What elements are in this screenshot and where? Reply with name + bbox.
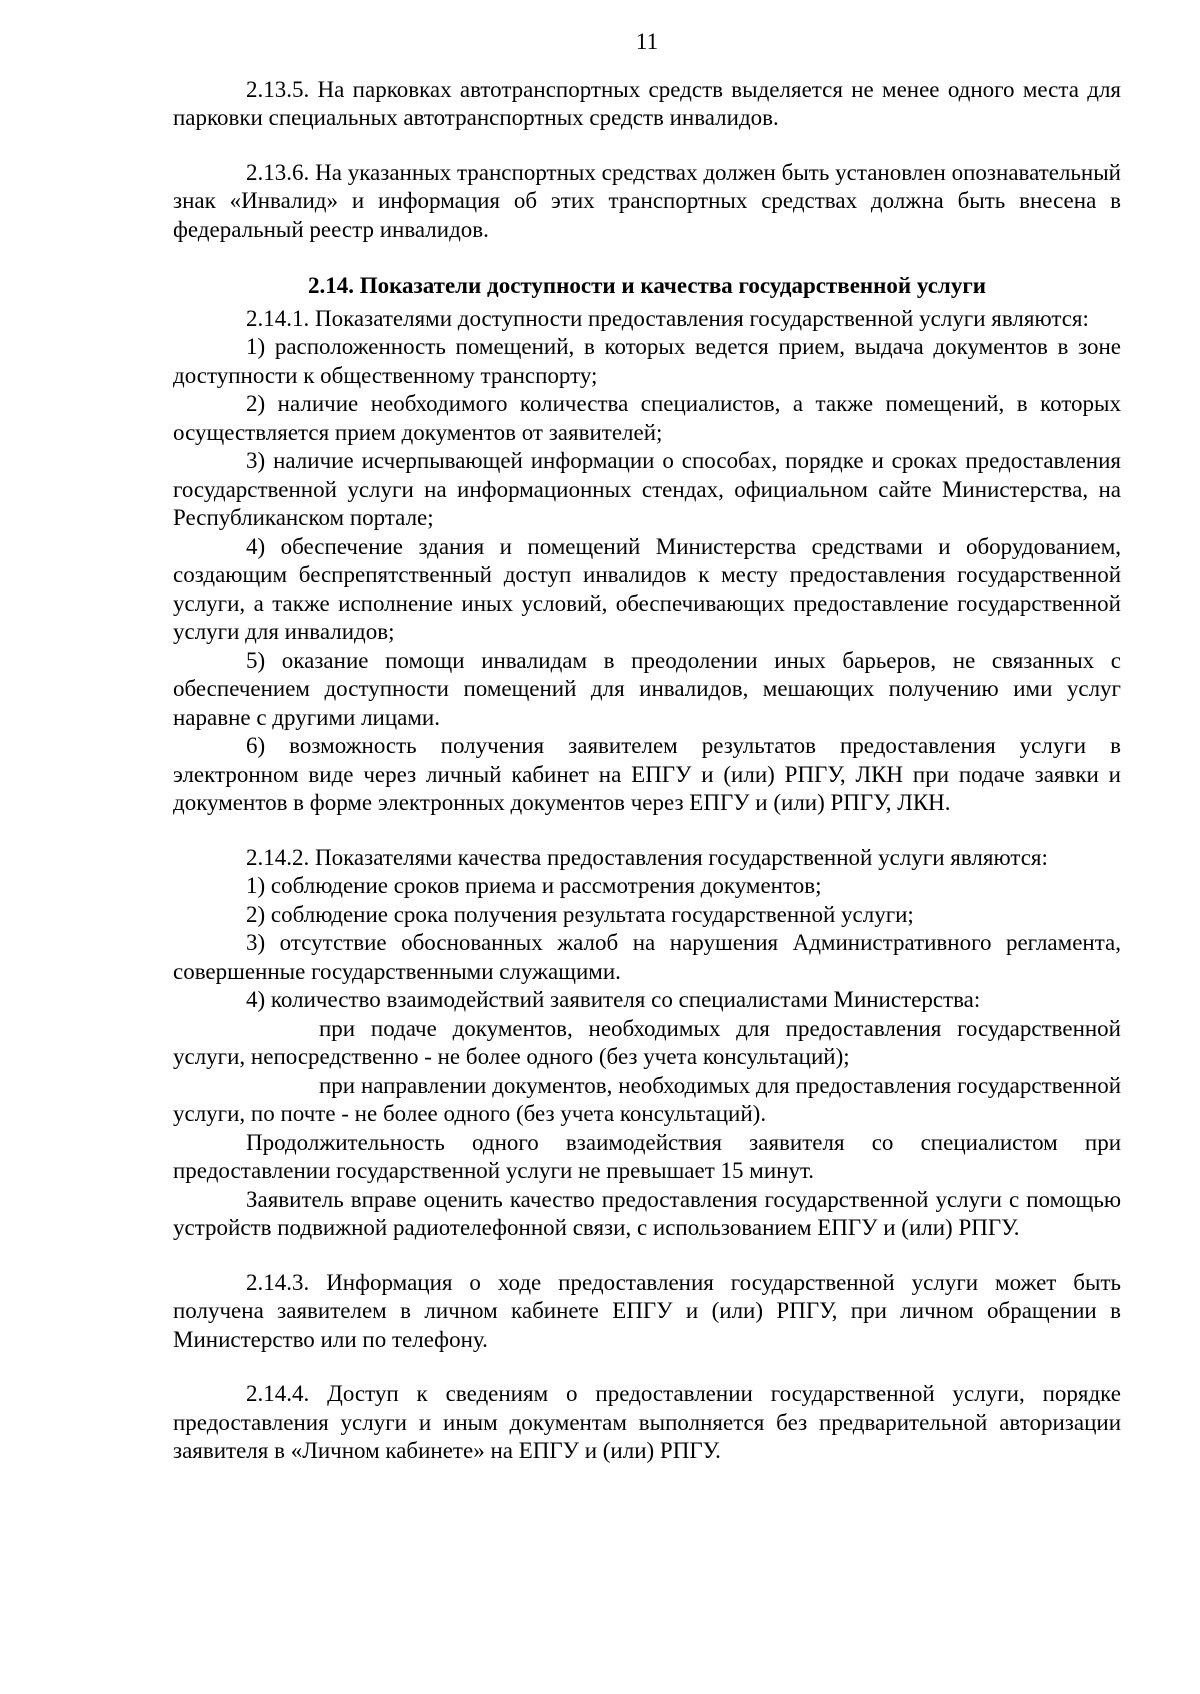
paragraph-2-13-6: 2.13.6. На указанных транспортных средствах должен быть установлен опознавательный знак «Инвалид» и информация об этих транспортных средствах должна быть внесена в федеральный реестр инвалидов. (173, 159, 1121, 242)
list-item: 5) оказание помощи инвалидам в преодолении иных барьеров, не связанных с обеспечением доступности помещений для инвалидов, мешающих получению ими услуг наравне с другими лицами. (173, 647, 1121, 730)
paragraph-2-14-1-intro: 2.14.1. Показателями доступности предоставления государственной услуги являются: (246, 305, 1089, 331)
list-item: 1) расположенность помещений, в которых ведется прием, выдача документов в зоне доступности к общественному транспорту; (173, 334, 1121, 388)
paragraph-evaluation: Заявитель вправе оценить качество предоставления государственной услуги с помощью устройств подвижной радиотелефонной связи, с использованием ЕПГУ и (или) РПГУ. (173, 1186, 1121, 1240)
list-item: 4) количество взаимодействий заявителя со специалистами Министерства: (246, 987, 981, 1012)
list-item: 6) возможность получения заявителем результатов предоставления услуги в электронном виде через личный кабинет на ЕПГУ и (или) РПГУ, ЛКН при подаче заявки и документов в форме электронных документов через ЕПГУ и (или) РПГУ, ЛКН. (173, 733, 1121, 815)
list-item: 2) соблюдение срока получения результата государственной услуги; (246, 901, 914, 927)
list-item: 1) соблюдение сроков приема и рассмотрения документов; (246, 873, 822, 898)
list-item: 3) наличие исчерпывающей информации о способах, порядке и сроках предоставления государственной услуги на информационных стендах, официальном сайте Министерства, на Республиканском портале; (173, 448, 1121, 530)
paragraph-duration: Продолжительность одного взаимодействия заявителя со специалистом при предоставлении государственной услуги не превышает 15 минут. (173, 1129, 1121, 1183)
paragraph-2-14-4: 2.14.4. Доступ к сведениям о предоставлении государственной услуги, порядке предоставления услуги и иным документам выполняется без предварительной авторизации заявителя в «Личном кабинете» на ЕПГУ и (или) РПГУ. (173, 1381, 1121, 1463)
list-item: 3) отсутствие обоснованных жалоб на нарушения Административного регламента, совершенные государственными служащими. (173, 930, 1121, 984)
paragraph-2-14-3: 2.14.3. Информация о ходе предоставления государственной услуги может быть получена заявителем в личном кабинете ЕПГУ и (или) РПГУ, при личном обращении в Министерство или по телефону. (173, 1269, 1121, 1352)
section-heading-2-14: 2.14. Показатели доступности и качества государственной услуги (307, 273, 987, 298)
paragraph-2-14-2-intro: 2.14.2. Показателями качества предоставления государственной услуги являются: (246, 844, 1048, 870)
list-item: 4) обеспечение здания и помещений Министерства средствами и оборудованием, создающим беспрепятственный доступ инвалидов к месту предоставления государственной услуги, а также исполнение иных условий, обеспечивающих предоставление государственной услуги для инвалидов; (173, 533, 1121, 644)
page-number: 11 (635, 29, 659, 54)
paragraph-2-13-5: 2.13.5. На парковках автотранспортных средств выделяется не менее одного места для парковки специальных автотранспортных средств инвалидов. (173, 76, 1121, 130)
document-page (173, 28, 1121, 1466)
list-item: 2) наличие необходимого количества специалистов, а также помещений, в которых осуществляется прием документов от заявителей; (173, 391, 1121, 445)
sub-list-item: при подаче документов, необходимых для предоставления государственной услуги, непосредственно - не более одного (без учета консультаций); (173, 1015, 1121, 1069)
sub-list-item: при направлении документов, необходимых для предоставления государственной услуги, по почте - не более одного (без учета консультаций). (173, 1072, 1121, 1126)
